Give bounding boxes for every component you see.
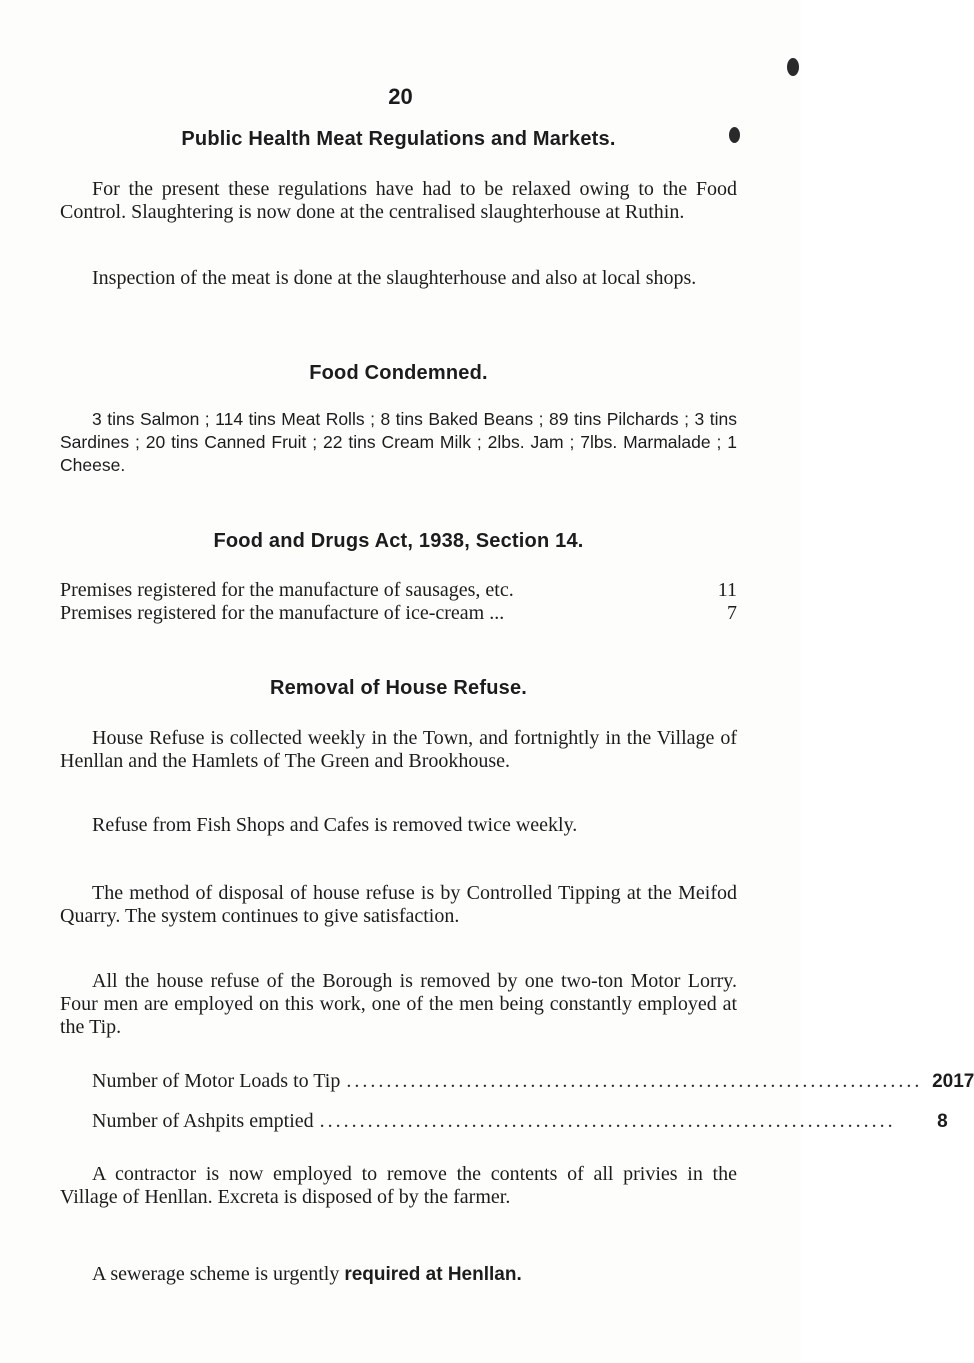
sewerage-text: A sewerage scheme is urgently bbox=[92, 1263, 340, 1285]
meat-regulations-heading: Public Health Meat Regulations and Markets. bbox=[181, 128, 616, 150]
refuse-heading: Removal of House Refuse. bbox=[269, 677, 528, 699]
food-condemned-list-block bbox=[60, 408, 737, 477]
stat-value: 8 bbox=[937, 1111, 948, 1132]
food-drugs-row bbox=[60, 602, 737, 625]
scan-speck bbox=[787, 58, 799, 76]
food-condemned-list: 3 tins Salmon ; 114 tins Meat Rolls ; 8 tins Baked Beans ; 89 tins Pilchards ; 3 tins Sardines ; 20 tins Canned Fruit ; 22 tins Cream Milk ; 2lbs. Jam ; 7lbs. Marmalade ; 1 Cheese. bbox=[60, 409, 737, 475]
row-label: Premises registered for the manufacture of sausages, etc. bbox=[60, 579, 514, 601]
food-drugs-table bbox=[60, 579, 737, 625]
stat-row: Number of Motor Loads to Tip ........................................................................ 2017 bbox=[92, 1070, 974, 1092]
refuse-para3-block bbox=[60, 882, 737, 928]
sewerage-paragraph bbox=[60, 1263, 737, 1286]
fish-shops-paragraph: Refuse from Fish Shops and Cafes is removed twice weekly. bbox=[92, 814, 578, 836]
page-number: 20 bbox=[388, 84, 413, 109]
meat-inspection-paragraph: Inspection of the meat is done at the slaughterhouse and also at local shops. bbox=[92, 267, 697, 289]
food-drugs-heading: Food and Drugs Act, 1938, Section 14. bbox=[213, 530, 584, 552]
refuse-para5-block bbox=[60, 1163, 737, 1209]
row-label: Premises registered for the manufacture of ice-cream ... bbox=[60, 602, 505, 624]
stat-label: Number of Ashpits emptied bbox=[92, 1110, 314, 1132]
stat-value: 2017 bbox=[932, 1071, 974, 1092]
food-drugs-row bbox=[60, 579, 737, 602]
meat-regulations-paragraph: For the present these regulations have had to be relaxed owing to the Food Control. Slaughtering is now done at the centralised slaughterhouse at Ruthin. bbox=[60, 178, 737, 223]
meat-para-block bbox=[60, 178, 737, 224]
refuse-para4-block bbox=[60, 970, 737, 1039]
disposal-method-paragraph: The method of disposal of house refuse is by Controlled Tipping at the Meifod Quarry. The system continues to give satisfaction. bbox=[60, 882, 737, 927]
sewerage-emphasis: required at Henllan. bbox=[344, 1264, 522, 1285]
refuse-stats bbox=[92, 1070, 974, 1133]
food-condemned-section bbox=[60, 362, 737, 385]
refuse-para6-block bbox=[60, 1263, 737, 1286]
food-drugs-section bbox=[60, 530, 737, 553]
refuse-section bbox=[60, 677, 737, 700]
meat-inspection-block bbox=[60, 267, 737, 290]
food-condemned-heading: Food Condemned. bbox=[309, 362, 488, 384]
borough-refuse-paragraph: All the house refuse of the Borough is removed by one two-ton Motor Lorry. Four men are employed on this work, one of the men being constantly employed at the Tip. bbox=[60, 970, 737, 1038]
refuse-collection-paragraph: House Refuse is collected weekly in the Town, and fortnightly in the Village of Henllan and the Hamlets of The Green and Brookhouse. bbox=[60, 727, 737, 772]
refuse-para1-block bbox=[60, 727, 737, 773]
row-value: 7 bbox=[727, 602, 737, 624]
stat-label: Number of Motor Loads to Tip bbox=[92, 1070, 341, 1092]
stat-row: Number of Ashpits emptied ........................................................................ 8 bbox=[92, 1110, 948, 1132]
contractor-paragraph: A contractor is now employed to remove the contents of all privies in the Village of Henllan. Excreta is disposed of by the farmer. bbox=[60, 1163, 737, 1208]
meat-regulations-section bbox=[60, 128, 737, 151]
refuse-para2-block bbox=[60, 814, 737, 837]
row-value: 11 bbox=[717, 579, 737, 601]
